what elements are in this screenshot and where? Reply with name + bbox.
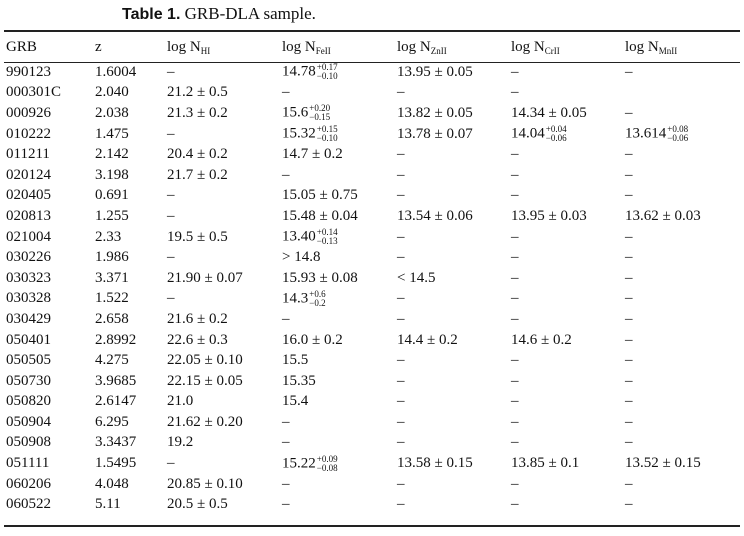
table-cell: – bbox=[625, 496, 633, 513]
table-cell: 13.58 ± 0.15 bbox=[397, 455, 473, 472]
table-cell: 020813 bbox=[6, 207, 51, 224]
table-cell: – bbox=[625, 228, 633, 245]
table-cell: 22.6 ± 0.3 bbox=[167, 331, 228, 348]
table-cell: 21.62 ± 0.20 bbox=[167, 413, 243, 430]
table-cell: 5.11 bbox=[95, 496, 121, 513]
column-header: $\log N_{MnII}$ bbox=[625, 39, 678, 56]
table-row bbox=[0, 165, 740, 186]
table-cell: – bbox=[167, 187, 175, 204]
table-cell: 15.5 bbox=[282, 352, 309, 369]
table-cell: 4.275 bbox=[95, 352, 129, 369]
table-cell: – bbox=[397, 352, 405, 369]
table-row bbox=[0, 350, 740, 371]
table-row bbox=[0, 227, 740, 248]
table-cell: 050820 bbox=[6, 393, 51, 410]
asymmetric-error: +0.6 −0.2 bbox=[309, 288, 326, 308]
table-row bbox=[0, 474, 740, 495]
table-cell: 021004 bbox=[6, 228, 51, 245]
asymmetric-error: +0.09 −0.08 bbox=[316, 453, 338, 473]
table-cell: 15.48 ± 0.04 bbox=[282, 207, 358, 224]
top-rule bbox=[4, 30, 740, 32]
table-row bbox=[0, 309, 740, 330]
table-row bbox=[0, 433, 740, 454]
table-cell: – bbox=[511, 310, 519, 327]
table-cell: – bbox=[282, 475, 290, 492]
table-caption bbox=[122, 4, 316, 24]
table-cell: – bbox=[397, 146, 405, 163]
table-cell: 011211 bbox=[6, 146, 50, 163]
table-cell: 060522 bbox=[6, 496, 51, 513]
asymmetric-error: +0.14 −0.13 bbox=[316, 227, 338, 247]
table-cell: 15.22 +0.09 −0.08 bbox=[282, 453, 338, 473]
table-cell: – bbox=[511, 63, 519, 80]
table-cell: – bbox=[397, 290, 405, 307]
table-row bbox=[0, 289, 740, 310]
table-cell: 020124 bbox=[6, 166, 51, 183]
table-cell: – bbox=[625, 310, 633, 327]
table-cell: 13.52 ± 0.15 bbox=[625, 455, 701, 472]
table-cell: – bbox=[511, 496, 519, 513]
table-cell: – bbox=[167, 290, 175, 307]
table-cell: 14.3 +0.6 −0.2 bbox=[282, 288, 326, 308]
table-row bbox=[0, 62, 740, 83]
header-row bbox=[0, 33, 740, 62]
table-cell: – bbox=[282, 310, 290, 327]
table-cell: – bbox=[625, 434, 633, 451]
table-cell: – bbox=[167, 455, 175, 472]
table-cell: 050401 bbox=[6, 331, 51, 348]
table-cell: 13.95 ± 0.03 bbox=[511, 207, 587, 224]
table-cell: 20.5 ± 0.5 bbox=[167, 496, 228, 513]
table-cell: 000926 bbox=[6, 104, 51, 121]
table-cell: – bbox=[511, 249, 519, 266]
table-cell: 15.05 ± 0.75 bbox=[282, 187, 358, 204]
table-cell: – bbox=[397, 249, 405, 266]
table-cell: – bbox=[511, 146, 519, 163]
table-cell: – bbox=[167, 249, 175, 266]
table-cell: 1.986 bbox=[95, 249, 129, 266]
table-cell: 030429 bbox=[6, 310, 51, 327]
table-cell: – bbox=[625, 331, 633, 348]
asymmetric-error: +0.04 −0.06 bbox=[545, 124, 567, 144]
table-cell: 1.255 bbox=[95, 207, 129, 224]
table-cell: – bbox=[397, 84, 405, 101]
table-cell: – bbox=[511, 413, 519, 430]
table-row bbox=[0, 453, 740, 474]
table-cell: 030328 bbox=[6, 290, 51, 307]
column-header: $\log N_{FeII}$ bbox=[282, 39, 331, 56]
table-cell: 051111 bbox=[6, 455, 50, 472]
table-cell: – bbox=[397, 187, 405, 204]
table-cell: 15.6 +0.20 −0.15 bbox=[282, 103, 331, 123]
table-cell: – bbox=[397, 393, 405, 410]
table-cell: – bbox=[397, 434, 405, 451]
table-caption-title: GRB-DLA sample. bbox=[184, 4, 316, 23]
table-cell: < 14.5 bbox=[397, 269, 436, 286]
table-cell: – bbox=[167, 207, 175, 224]
table-cell: – bbox=[397, 413, 405, 430]
asymmetric-error: +0.17 −0.10 bbox=[316, 62, 338, 82]
table-cell: 14.6 ± 0.2 bbox=[511, 331, 572, 348]
table-row bbox=[0, 124, 740, 145]
table-cell: 2.8992 bbox=[95, 331, 137, 348]
table-cell: 13.614 +0.08 −0.06 bbox=[625, 124, 689, 144]
table-cell: – bbox=[511, 352, 519, 369]
table-cell: 13.54 ± 0.06 bbox=[397, 207, 473, 224]
table-row bbox=[0, 494, 740, 515]
table-cell: – bbox=[511, 166, 519, 183]
table-cell: 050904 bbox=[6, 413, 51, 430]
table-cell: – bbox=[511, 228, 519, 245]
table-row bbox=[0, 247, 740, 268]
table-cell: – bbox=[511, 434, 519, 451]
table-cell: 15.4 bbox=[282, 393, 309, 410]
table-cell: 3.371 bbox=[95, 269, 129, 286]
column-header: $\log N_{HI}$ bbox=[167, 39, 211, 56]
table-cell: 2.658 bbox=[95, 310, 129, 327]
table-row bbox=[0, 371, 740, 392]
table-cell: – bbox=[625, 269, 633, 286]
table-cell bbox=[625, 83, 740, 104]
table-cell: 010222 bbox=[6, 125, 51, 142]
table-row bbox=[0, 186, 740, 207]
table-cell: 3.3437 bbox=[95, 434, 137, 451]
table-cell: – bbox=[625, 166, 633, 183]
asymmetric-error: +0.20 −0.15 bbox=[309, 103, 331, 123]
table-cell: – bbox=[282, 413, 290, 430]
table-row bbox=[0, 144, 740, 165]
table-cell: 4.048 bbox=[95, 475, 129, 492]
table-cell: 1.6004 bbox=[95, 63, 137, 80]
column-header: GRB bbox=[6, 39, 37, 55]
table-cell: – bbox=[282, 84, 290, 101]
table-cell: – bbox=[625, 63, 633, 80]
table-cell: 1.522 bbox=[95, 290, 129, 307]
table-cell: 22.15 ± 0.05 bbox=[167, 372, 243, 389]
table-row bbox=[0, 392, 740, 413]
table-cell: 13.82 ± 0.05 bbox=[397, 104, 473, 121]
table-cell: – bbox=[511, 393, 519, 410]
table-cell: 050505 bbox=[6, 352, 51, 369]
table-cell: – bbox=[625, 352, 633, 369]
table-cell: 21.3 ± 0.2 bbox=[167, 104, 228, 121]
table-cell: – bbox=[397, 166, 405, 183]
table-cell: – bbox=[625, 104, 633, 121]
table-cell: – bbox=[511, 269, 519, 286]
table-cell: – bbox=[625, 249, 633, 266]
table-cell: 14.4 ± 0.2 bbox=[397, 331, 458, 348]
table-cell: 2.038 bbox=[95, 104, 129, 121]
table-cell: 13.62 ± 0.03 bbox=[625, 207, 701, 224]
table-cell: – bbox=[511, 290, 519, 307]
table-cell: – bbox=[625, 290, 633, 307]
table-cell: 14.78 +0.17 −0.10 bbox=[282, 62, 338, 82]
table-cell: 14.04 +0.04 −0.06 bbox=[511, 124, 567, 144]
table-cell: 990123 bbox=[6, 63, 51, 80]
table-cell: – bbox=[511, 475, 519, 492]
table-cell: 15.32 +0.15 −0.10 bbox=[282, 124, 338, 144]
table-cell: 15.93 ± 0.08 bbox=[282, 269, 358, 286]
table-cell: 21.90 ± 0.07 bbox=[167, 269, 243, 286]
table-cell: – bbox=[397, 228, 405, 245]
table-cell: 2.040 bbox=[95, 84, 129, 101]
table-cell: 020405 bbox=[6, 187, 51, 204]
table-cell: 13.78 ± 0.07 bbox=[397, 125, 473, 142]
table-cell: 2.6147 bbox=[95, 393, 137, 410]
table-cell: 3.9685 bbox=[95, 372, 137, 389]
table-cell: 6.295 bbox=[95, 413, 129, 430]
table-cell: 050730 bbox=[6, 372, 51, 389]
table-cell: 13.95 ± 0.05 bbox=[397, 63, 473, 80]
column-header: $\log N_{CrII}$ bbox=[511, 39, 560, 56]
table-cell: 16.0 ± 0.2 bbox=[282, 331, 343, 348]
table-cell: 2.142 bbox=[95, 146, 129, 163]
table-cell: 20.4 ± 0.2 bbox=[167, 146, 228, 163]
table-row bbox=[0, 83, 740, 104]
table-cell: 19.2 bbox=[167, 434, 194, 451]
table-cell: – bbox=[511, 84, 519, 101]
table-row bbox=[0, 206, 740, 227]
table-cell: 060206 bbox=[6, 475, 51, 492]
table-cell: – bbox=[397, 310, 405, 327]
table-cell: – bbox=[625, 372, 633, 389]
table-cell: 0.691 bbox=[95, 187, 129, 204]
table-cell: 000301C bbox=[6, 84, 62, 101]
table-cell: 13.40 +0.14 −0.13 bbox=[282, 227, 338, 247]
table-cell: – bbox=[625, 413, 633, 430]
asymmetric-error: +0.08 −0.06 bbox=[667, 124, 689, 144]
table-cell: 22.05 ± 0.10 bbox=[167, 352, 243, 369]
table-cell: – bbox=[625, 146, 633, 163]
table-cell: 21.6 ± 0.2 bbox=[167, 310, 228, 327]
table-cell: 050908 bbox=[6, 434, 51, 451]
table-cell: – bbox=[625, 187, 633, 204]
table-cell: – bbox=[282, 496, 290, 513]
table-cell: – bbox=[282, 166, 290, 183]
table-body bbox=[0, 62, 740, 515]
grb-dla-table bbox=[0, 33, 740, 515]
bottom-rule bbox=[4, 525, 740, 527]
table-cell: 15.35 bbox=[282, 372, 316, 389]
asymmetric-error: +0.15 −0.10 bbox=[316, 124, 338, 144]
table-cell: 1.475 bbox=[95, 125, 129, 142]
table-caption-label: Table 1. bbox=[122, 6, 181, 23]
table-cell: 3.198 bbox=[95, 166, 129, 183]
table-cell: > 14.8 bbox=[282, 249, 321, 266]
table-row bbox=[0, 103, 740, 124]
table-cell: – bbox=[397, 496, 405, 513]
table-row bbox=[0, 268, 740, 289]
table-cell: 1.5495 bbox=[95, 455, 137, 472]
table-cell: 19.5 ± 0.5 bbox=[167, 228, 228, 245]
table-cell: 14.34 ± 0.05 bbox=[511, 104, 587, 121]
table-cell: 030226 bbox=[6, 249, 51, 266]
table-cell: 2.33 bbox=[95, 228, 122, 245]
table-cell: – bbox=[511, 187, 519, 204]
table-cell: 14.7 ± 0.2 bbox=[282, 146, 343, 163]
column-header: $\log N_{ZnII}$ bbox=[397, 39, 447, 56]
table-cell: – bbox=[282, 434, 290, 451]
table-cell: – bbox=[511, 372, 519, 389]
column-header: z bbox=[95, 39, 102, 55]
table-row bbox=[0, 412, 740, 433]
table-cell: 030323 bbox=[6, 269, 51, 286]
table-cell: 21.7 ± 0.2 bbox=[167, 166, 228, 183]
table-cell: – bbox=[625, 475, 633, 492]
table-cell: – bbox=[167, 125, 175, 142]
table-cell: – bbox=[167, 63, 175, 80]
table-cell: 21.0 bbox=[167, 393, 194, 410]
table-cell: 20.85 ± 0.10 bbox=[167, 475, 243, 492]
table-cell: – bbox=[397, 372, 405, 389]
table-cell: 21.2 ± 0.5 bbox=[167, 84, 228, 101]
table-cell: 13.85 ± 0.1 bbox=[511, 455, 580, 472]
table-cell: – bbox=[397, 475, 405, 492]
table-row bbox=[0, 330, 740, 351]
table-cell: – bbox=[625, 393, 633, 410]
